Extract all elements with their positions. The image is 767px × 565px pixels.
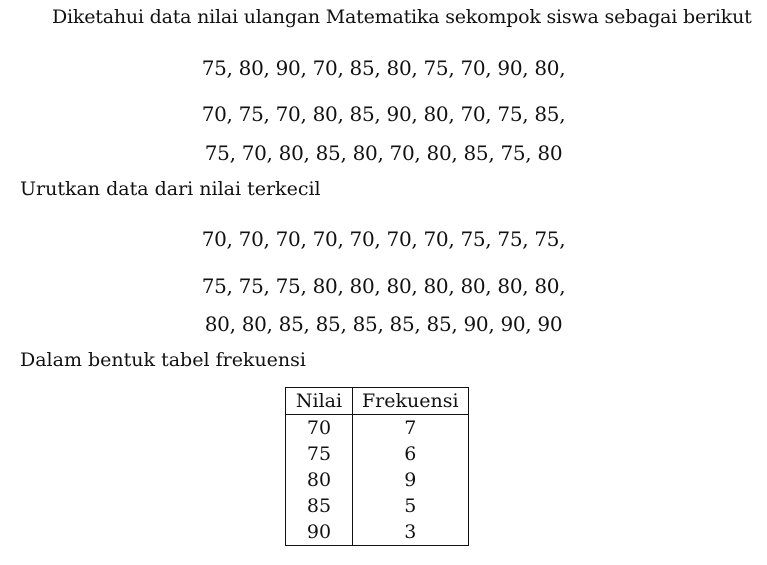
raw-data-row-2: 70, 75, 70, 80, 85, 90, 80, 70, 75, 85, [201, 102, 566, 126]
table-row [286, 441, 469, 467]
cell-nilai: 85 [286, 493, 353, 519]
table-row [286, 467, 469, 493]
table-row [286, 415, 469, 442]
raw-data-row-3: 75, 70, 80, 85, 80, 70, 80, 85, 75, 80 [204, 141, 563, 165]
column-header-nilai: Nilai [286, 388, 353, 415]
cell-nilai: 80 [286, 467, 353, 493]
cell-frekuensi: 6 [404, 443, 417, 465]
sorted-data-row-2: 75, 75, 75, 80, 80, 80, 80, 80, 80, 80, [201, 274, 566, 298]
frequency-table [285, 387, 469, 546]
sorted-data-row-1: 70, 70, 70, 70, 70, 70, 70, 75, 75, 75, [201, 227, 566, 251]
sorted-data-row-3: 80, 80, 85, 85, 85, 85, 85, 90, 90, 90 [204, 312, 563, 336]
column-header-frekuensi: Frekuensi [353, 388, 469, 415]
cell-frekuensi: 7 [404, 417, 417, 439]
cell-nilai: 75 [286, 441, 353, 467]
raw-data-row-1: 75, 80, 90, 70, 85, 80, 75, 70, 90, 80, [201, 56, 566, 80]
sort-heading: Urutkan data dari nilai terkecil [20, 178, 321, 200]
table-row [286, 493, 469, 519]
cell-frekuensi: 5 [404, 495, 417, 517]
table-row [286, 519, 469, 546]
cell-frekuensi: 9 [404, 469, 417, 491]
cell-nilai: 90 [286, 519, 353, 546]
cell-frekuensi: 3 [404, 521, 417, 543]
table-header-row [286, 388, 469, 415]
intro-text: Diketahui data nilai ulangan Matematika sekompok siswa sebagai berikut [52, 6, 752, 28]
cell-nilai: 70 [286, 415, 353, 442]
table-heading: Dalam bentuk tabel frekuensi [20, 349, 306, 371]
